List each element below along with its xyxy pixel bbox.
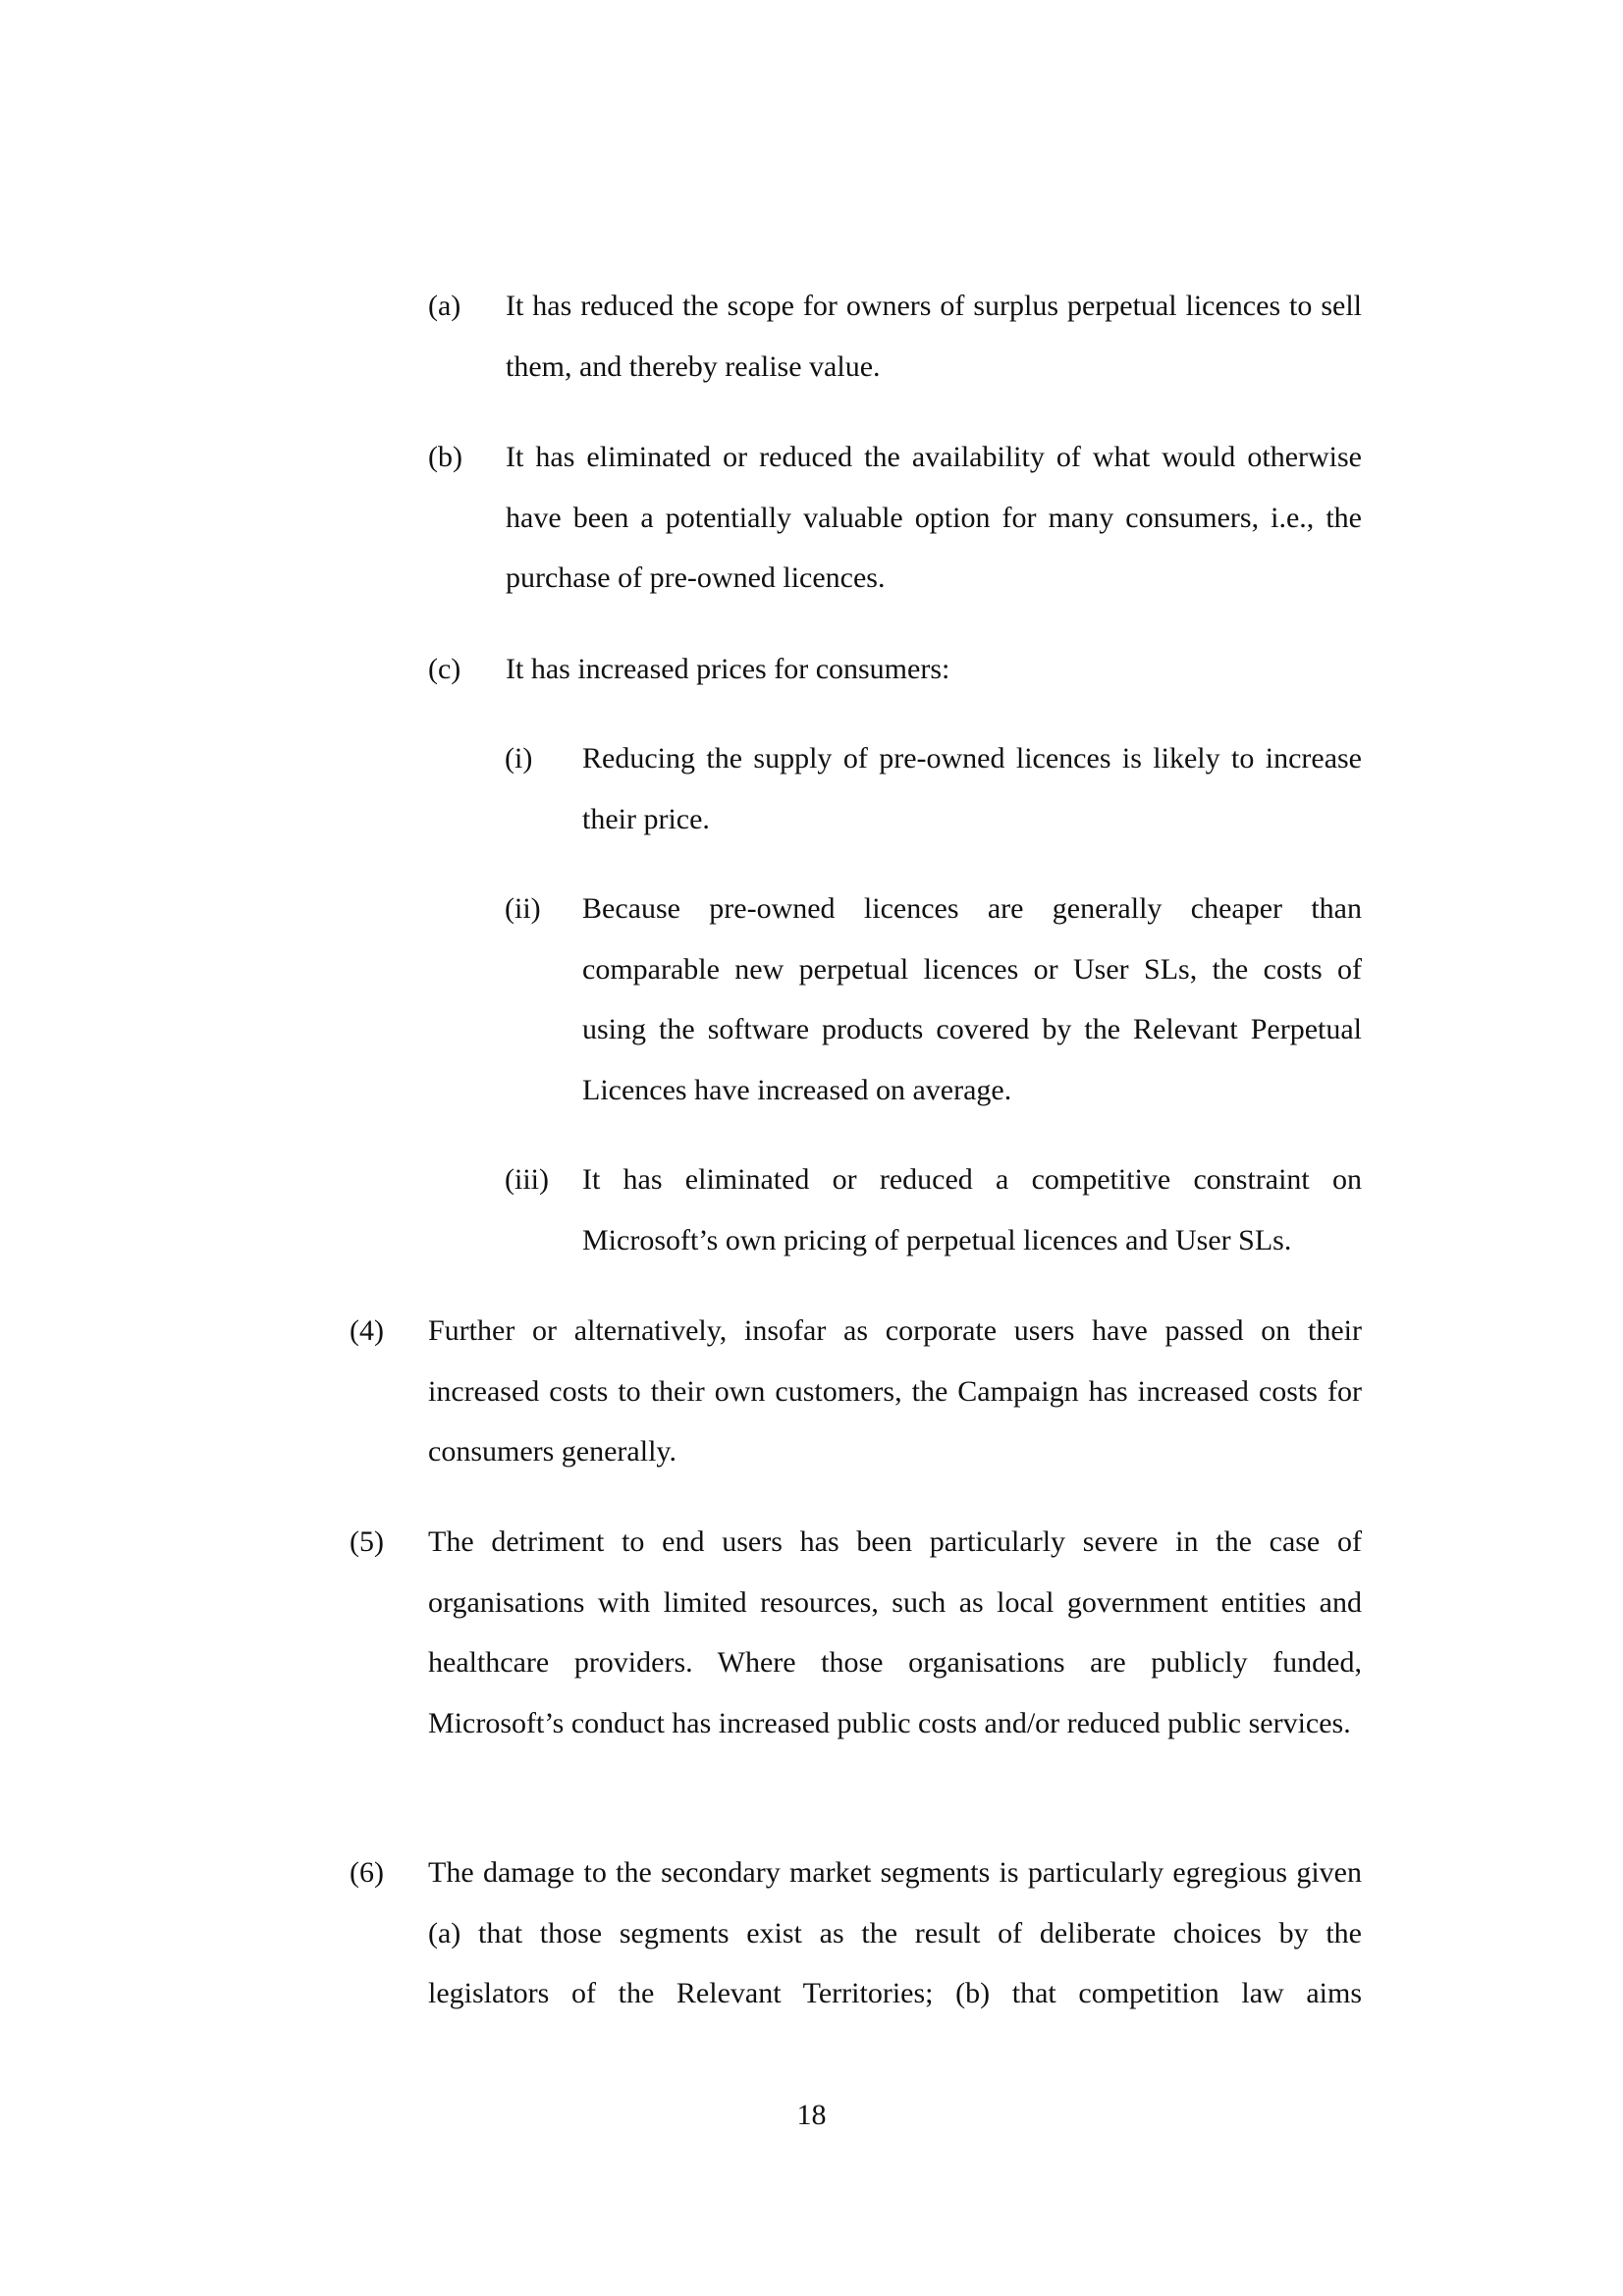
item-text: It has increased prices for consumers: — [506, 653, 950, 685]
item-text: It has eliminated or reduced a competitive constraint on Microsoft’s own pricing of perpetual licences and User SLs. — [582, 1163, 1362, 1256]
paragraph-number: (4) — [350, 1314, 384, 1347]
item-label: (b) — [428, 441, 462, 473]
paragraph-text: The damage to the secondary market segments is particularly egregious given (a) that those segments exist as the result of deliberate choices by the legislators of the Relevant Territories; (b) that competition law aims — [428, 1856, 1362, 2009]
item-text: It has eliminated or reduced the availability of what would otherwise have been a potentially valuable option for many consumers, i.e., the purchase of pre-owned licences. — [506, 441, 1362, 594]
item-text: It has reduced the scope for owners of surplus perpetual licences to sell them, and thereby realise value. — [506, 290, 1362, 383]
item-label: (a) — [428, 290, 461, 322]
paragraph-number: (5) — [350, 1525, 384, 1558]
item-label: (i) — [505, 742, 533, 774]
page-number: 18 — [796, 2099, 827, 2131]
paragraph-number: (6) — [350, 1856, 384, 1889]
item-label: (iii) — [505, 1163, 549, 1196]
paragraph-text: The detriment to end users has been particularly severe in the case of organisations with limited resources, such as local government entities and healthcare providers. Where those organisations are publicly funded, Microsoft’s conduct has increased public costs and/or reduced public services. — [428, 1525, 1362, 1739]
item-text: Reducing the supply of pre-owned licences is likely to increase their price. — [582, 742, 1362, 835]
item-text: Because pre-owned licences are generally cheaper than comparable new perpetual licences or User SLs, the costs of using the software products covered by the Relevant Perpetual Licences have increased on average. — [582, 892, 1362, 1106]
item-label: (c) — [428, 653, 461, 685]
item-label: (ii) — [505, 892, 541, 925]
paragraph-text: Further or alternatively, insofar as corporate users have passed on their increased costs to their own customers, the Campaign has increased costs for consumers generally. — [428, 1314, 1362, 1468]
